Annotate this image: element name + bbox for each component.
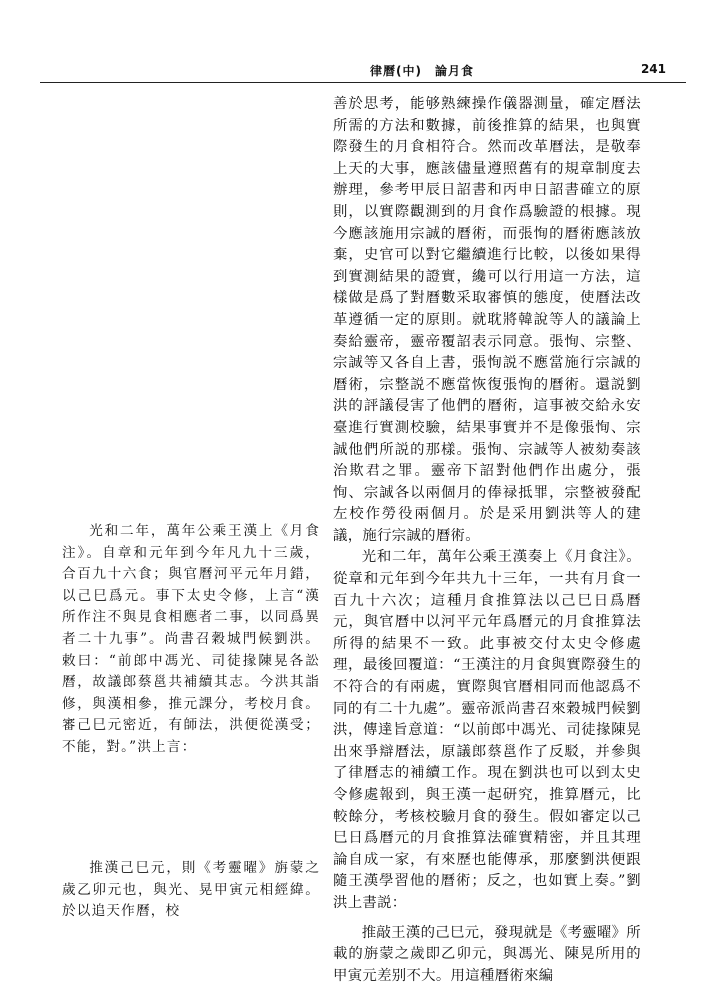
original-text-column <box>62 521 320 759</box>
translation-paragraph-2: 光和二年，萬年公乘王漢奏上《月食注》。從章和元年到今年共九十三年，一共有月食一百九十六次；這種月食推算法以己巳日爲曆元，與官曆中以河平元年爲曆元的月食推算法所得的結果不一致。此事被交付太史令修處理，最後回覆道：“王漢注的月食與實際發生的不符合的有兩處，實際與官曆相同而他認爲不同的有二十九處”。靈帝派尚書召來穀城門候劉洪，傳達旨意道：“以前郎中馮光、司徒掾陳晃出來爭辯曆法，原議郎蔡邕作了反駁，并參與了律曆志的補續工作。現在劉洪也可以到太史令修處報到，與王漢一起研究，推算曆元，比較餘分，考核校驗月食的發生。假如審定以己巳日爲曆元的月食推算法確實精密，并且其理論自成一家，有來歷也能傳承，那麼劉洪便跟隨王漢學習他的曆術；反之，也如實上奏。”劉洪上書説： <box>333 549 641 911</box>
translation-paragraph-3: 推敲王漢的己巳元，發現就是《考靈曜》所載的旃蒙之歲即乙卯元，與馮光、陳晃所用的甲寅元差别不大。用這種曆術來編 <box>333 924 641 984</box>
original-paragraph-1: 光和二年，萬年公乘王漢上《月食注》。自章和元年到今年凡九十三歲，合百九十六食；與官曆河平元年月錯，以己巳爲元。事下太史令修，上言“漢所作注不與見食相應者二事，以同爲異者二十九事”。尚書召穀城門候劉洪。敕曰：“前郎中馮光、司徒掾陳晃各訟曆，故議郎蔡邕共補續其志。今洪其詣修，與漢相參，推元課分，考校月食。審己巳元密近，有師法，洪便從漢受；不能，對。”洪上言： <box>62 523 320 755</box>
page-number: 241 <box>640 62 666 76</box>
translation-paragraph-1: 善於思考，能够熟練操作儀器測量，確定曆法所需的方法和數據，前後推算的結果，也與實際發生的月食相符合。然而改革曆法，是敬奉上天的大事，應該儘量遵照舊有的規章制度去辦理，參考甲辰日詔書和丙申日詔書確立的原則，以實際觀測到的月食作爲驗證的根據。現今應該施用宗誠的曆術，而張恂的曆術應該放棄，史官可以對它繼續進行比較，以後如果得到實測結果的證實，纔可以行用這一方法，這樣做是爲了對曆數采取審慎的態度，使曆法改革遵循一定的原則。就耽將韓說等人的議論上奏給靈帝，靈帝覆詔表示同意。張恂、宗整、宗誠等又各自上書，張恂説不應當施行宗誠的曆術，宗整説不應當恢復張恂的曆術。還説劉洪的評議侵害了他們的曆術，這事被交給永安臺進行實測校驗，結果事實并不是像張恂、宗誠他們所説的那樣。張恂、宗誠等人被劾奏該治欺君之罪。靈帝下詔對他們作出處分，張恂、宗誠各以兩個月的俸禄抵罪，宗整被發配左校作勞役兩個月。於是采用劉洪等人的建議，施行宗誠的曆術。 <box>333 96 641 544</box>
original-text-column-2 <box>62 858 320 923</box>
original-paragraph-2: 推漢己巳元，則《考靈曜》旃蒙之歲乙卯元也，與光、晃甲寅元相經緯。於以追天作曆，校 <box>62 860 320 920</box>
translation-column <box>333 94 641 987</box>
running-title: 律曆(中) 論月食 <box>370 64 474 78</box>
header-rule <box>40 82 686 83</box>
page-header <box>40 62 686 84</box>
